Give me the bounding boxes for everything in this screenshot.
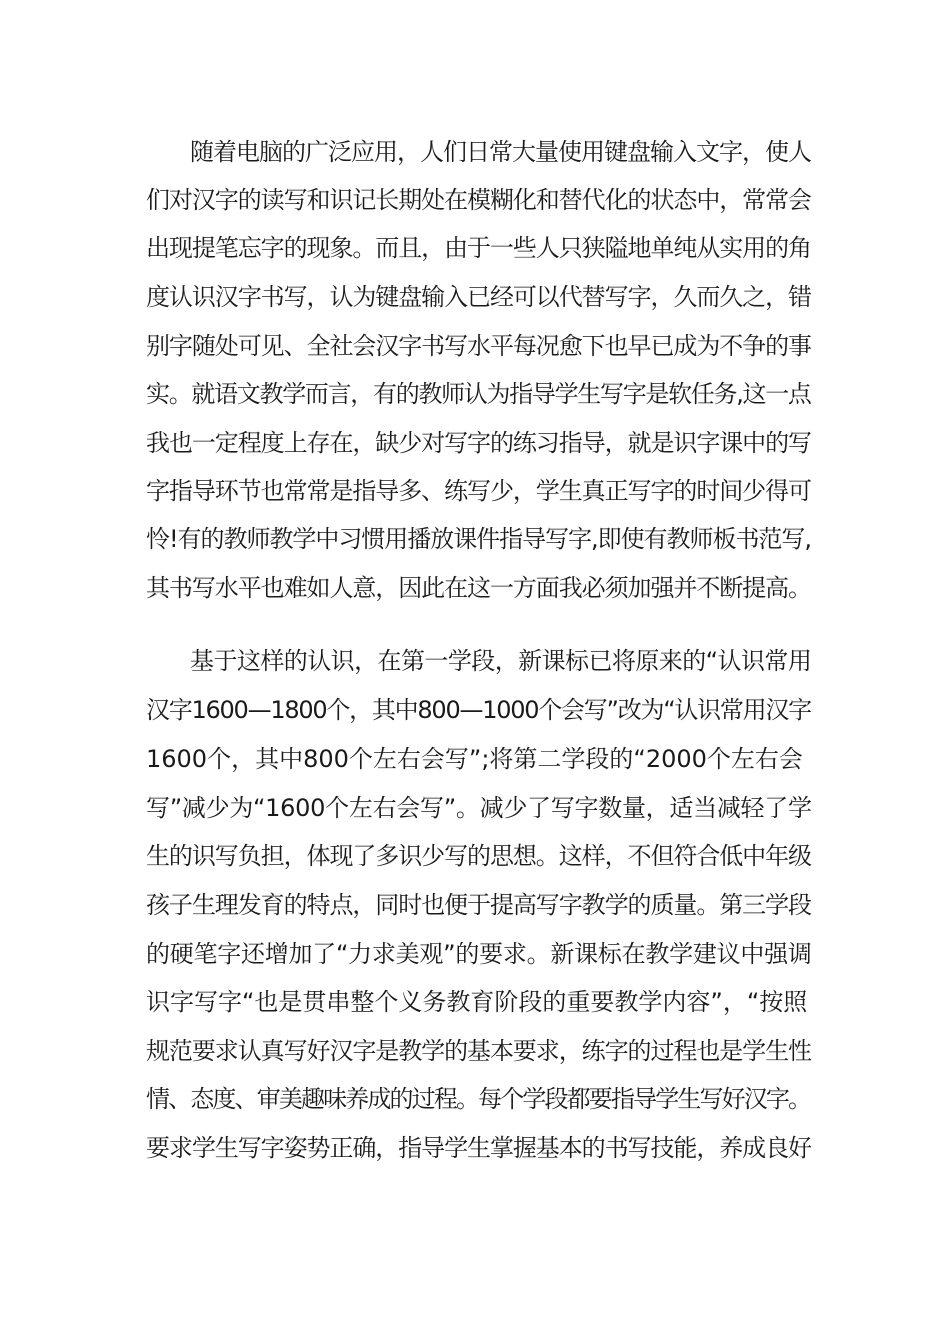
paragraph-2-line-1: 基于这样的认识，在第一学段，新课标已将原来的“认识常用 — [190, 647, 812, 675]
paragraph-2-line-9: 规范要求认真写好汉字是教学的基本要求，练字的过程也是学生性 — [146, 1037, 811, 1065]
paragraph-2-line-11: 要求学生写字姿势正确，指导学生掌握基本的书写技能，养成良好 — [146, 1134, 811, 1162]
paragraph-1-line-1: 随着电脑的广泛应用，人们日常大量使用键盘输入文字，使人 — [190, 138, 811, 166]
paragraph-2-line-6: 孩子生理发育的特点，同时也便于提高写字教学的质量。第三学段 — [146, 891, 811, 919]
paragraph-2-line-10: 情、态度、审美趣味养成的过程。每个学段都要指导学生写好汉字。 — [146, 1085, 811, 1113]
paragraph-1-line-10: 其书写水平也难如人意，因此在这一方面我必须加强并不断提高。 — [146, 574, 811, 602]
paragraph-1-line-9: 怜!有的教师教学中习惯用播放课件指导写字,即使有教师板书范写, — [146, 525, 811, 553]
paragraph-2-line-7: 的硬笔字还增加了“力求美观”的要求。新课标在教学建议中强调 — [146, 940, 812, 968]
paragraph-2-line-2: 汉字1600—1800个，其中800—1000个会写”改为“认识常用汉字 — [146, 696, 811, 724]
paragraph-2-line-3: 1600个，其中800个左右会写”;将第二学段的“2000个左右会 — [146, 745, 803, 773]
paragraph-1-line-6: 实。就语文教学而言，有的教师认为指导学生写字是软任务,这一点 — [146, 380, 811, 408]
paragraph-2-line-5: 生的识写负担，体现了多识少写的思想。这样，不但符合低中年级 — [146, 842, 811, 870]
paragraph-2-line-8: 识字写字“也是贯串整个义务教育阶段的重要教学内容”，“按照 — [146, 988, 808, 1016]
paragraph-1-line-3: 出现提笔忘字的现象。而且，由于一些人只狭隘地单纯从实用的角 — [146, 234, 811, 262]
paragraph-2-line-4: 写”减少为“1600个左右会写”。减少了写字数量，适当减轻了学 — [146, 794, 812, 822]
paragraph-1-line-2: 们对汉字的读写和识记长期处在模糊化和替代化的状态中，常常会 — [146, 186, 811, 214]
paragraph-1-line-5: 别字随处可见、全社会汉字书写水平每况愈下也早已成为不争的事 — [146, 332, 811, 360]
paragraph-1-line-7: 我也一定程度上存在，缺少对写字的练习指导，就是识字课中的写 — [146, 429, 811, 457]
paragraph-1-line-8: 字指导环节也常常是指导多、练写少，学生真正写字的时间少得可 — [146, 477, 811, 505]
paragraph-1-line-4: 度认识汉字书写，认为键盘输入已经可以代替写字，久而久之，错 — [146, 283, 811, 311]
